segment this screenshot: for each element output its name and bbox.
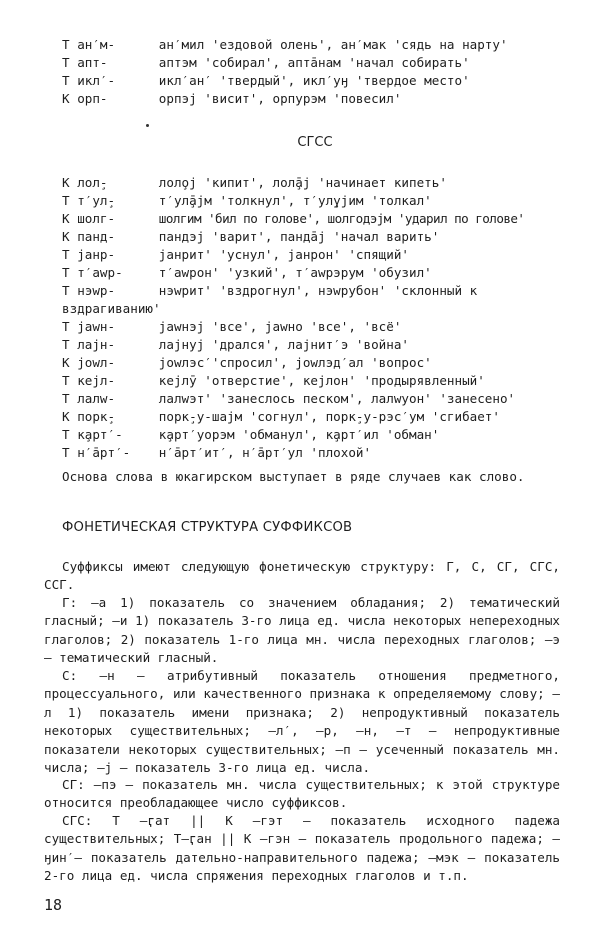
entry-row (62, 264, 562, 282)
stem: лол̧- (77, 175, 108, 190)
page-number: 18 (44, 896, 63, 914)
stem: орп- (77, 91, 108, 106)
source-marker: Т (62, 247, 70, 262)
gloss: јанрит' 'уснул', јанрон' 'спящий' (158, 247, 409, 262)
source-marker: К (62, 409, 70, 424)
entry-row (62, 72, 562, 90)
source-marker: Т (62, 283, 70, 298)
stem: јанр- (77, 247, 116, 262)
note-paragraph: Основа слова в юкагирском выступает в ряде случаев как слово. (62, 469, 525, 484)
gloss: орпэј 'висит', орпурэм 'повесил' (158, 91, 402, 106)
stem: н′āрт′- (77, 445, 131, 460)
stem: јаwн- (77, 319, 116, 334)
stem: панд- (77, 229, 116, 244)
gloss: т′ул̧āјм 'толкнул', т′ул̧ујим 'толкал' (158, 193, 432, 208)
stem: к̧арт′- (77, 427, 123, 442)
gloss: икл′ан′ 'твердый', икл′уӈ 'твердое место' (158, 73, 470, 88)
stem: апт- (77, 55, 108, 70)
source-marker: Т (62, 337, 70, 352)
source-marker: Т (62, 373, 70, 388)
source-marker: Т (62, 265, 70, 280)
source-marker: К (62, 229, 70, 244)
entry-row (62, 246, 562, 264)
gloss: аптэм 'собирал', аптāнам 'начал собирать' (158, 55, 470, 70)
entry-row (62, 36, 562, 54)
paragraph: С: –н – атрибутивный показатель отношения предметного, процессуального, или качественного признака к определяемому слову; –л 1) показатель имени признака; 2) непродуктивный показатель некоторых существительных; –л′, –р, –н, –т – непродуктивные показатели некоторых существительных; –п – усеченный показатель мн. числа; –ј – показатель 3-го лица ед. числа. (44, 668, 560, 776)
source-marker: К (62, 355, 70, 370)
entry-row (62, 336, 562, 354)
stem: шолг- (77, 211, 116, 226)
stem: т′ул̧- (77, 193, 116, 208)
gloss: лол̧ој 'кипит', лол̧āј 'начинает кипеть' (158, 175, 447, 190)
section-heading-cgcc: СГСС (297, 135, 333, 150)
entry-row (62, 54, 562, 72)
stem: нэwр- (77, 283, 116, 298)
source-marker: Т (62, 427, 70, 442)
stem: лајн- (77, 337, 116, 352)
entry-row (62, 228, 562, 246)
stem: јоwл- (77, 355, 116, 370)
source-marker: К (62, 91, 70, 106)
gloss: шолгим 'бил по голове', шолгодэјм 'ударил по голове' (158, 211, 525, 226)
gloss: т′аwрон' 'узкий', т′аwрэрум 'обузил' (158, 265, 432, 280)
stray-dot (146, 124, 149, 127)
gloss: нэwрит' 'вздрогнул', нэwрубон' 'склонный к вздрагиванию' (62, 283, 478, 316)
source-marker: Т (62, 445, 70, 460)
stem: т′аwр- (77, 265, 123, 280)
entry-row (62, 390, 562, 408)
entry-row (62, 408, 562, 426)
gloss: н′āрт′ит′, н′āрт′ул 'плохой' (158, 445, 372, 460)
source-marker: К (62, 175, 70, 190)
entry-row (62, 90, 562, 108)
source-marker: Т (62, 193, 70, 208)
paragraph: Г: –а 1) показатель со значением обладания; 2) тематический гласный; –и 1) показатель 3-го лица ед. числа некоторых непереходных глаголов; 2) показатель 1-го лица мн. числа переходных глаголов; –э – тематический гласный. (44, 595, 560, 666)
source-marker: Т (62, 73, 70, 88)
entry-row (62, 318, 562, 336)
gloss: лалwэт' 'занеслось песком', лалwуон' 'занесено' (158, 391, 516, 406)
paragraph: СГС: Т –ӷат || К –гэт – показатель исходного падежа существительных; Т–ӷан || К –гэн – показатель продольного падежа; –ӈин′– показатель дательно-направительного падежа; –мэк – показатель 2-го лица ед. числа спряжения переходных глаголов и т.п. (44, 813, 560, 884)
entry-row (62, 210, 562, 228)
stem: лалw- (77, 391, 116, 406)
source-marker: Т (62, 37, 70, 52)
entry-row (62, 354, 562, 372)
gloss: лајнуј 'дрался', лајнит′э 'война' (158, 337, 409, 352)
entry-row (62, 444, 562, 462)
paragraph: СГ: –пэ – показатель мн. числа существительных; к этой структуре относится преобладающее число суффиксов. (44, 777, 560, 811)
entry-row (62, 372, 562, 390)
entry-row (62, 282, 562, 318)
stem: порк̧- (77, 409, 116, 424)
source-marker: Т (62, 391, 70, 406)
entry-row (62, 174, 562, 192)
entry-row (62, 192, 562, 210)
source-marker: К (62, 211, 70, 226)
source-marker: Т (62, 319, 70, 334)
gloss: јоwлэс′'спросил', јоwлэд′ал 'вопрос' (158, 355, 432, 370)
gloss: пандэј 'варит', пандāј 'начал варить' (158, 229, 440, 244)
gloss: јаwнэј 'все', јаwно 'все', 'всё' (158, 319, 402, 334)
gloss: кеjлȳ 'отверстие', кеjлон' 'продырявленный' (158, 373, 485, 388)
stem: кеjл- (77, 373, 116, 388)
source-marker: Т (62, 55, 70, 70)
entry-row (62, 426, 562, 444)
stem: ан′м- (77, 37, 116, 52)
section-title: ФОНЕТИЧЕСКАЯ СТРУКТУРА СУФФИКСОВ (62, 520, 353, 535)
paragraph: Суффиксы имеют следующую фонетическую структуру: Г, С, СГ, СГС, ССГ. (44, 559, 560, 593)
stem: икл′- (77, 73, 116, 88)
gloss: ан′мил 'ездовой олень', ан′мак 'сядь на нарту' (158, 37, 508, 52)
gloss: порк̧-у-шајм 'согнул', порк̧-у-рэс′ум 'сгибает' (158, 409, 500, 424)
gloss: к̧арт′уорэм 'обманул', к̧арт′ил 'обман' (158, 427, 440, 442)
